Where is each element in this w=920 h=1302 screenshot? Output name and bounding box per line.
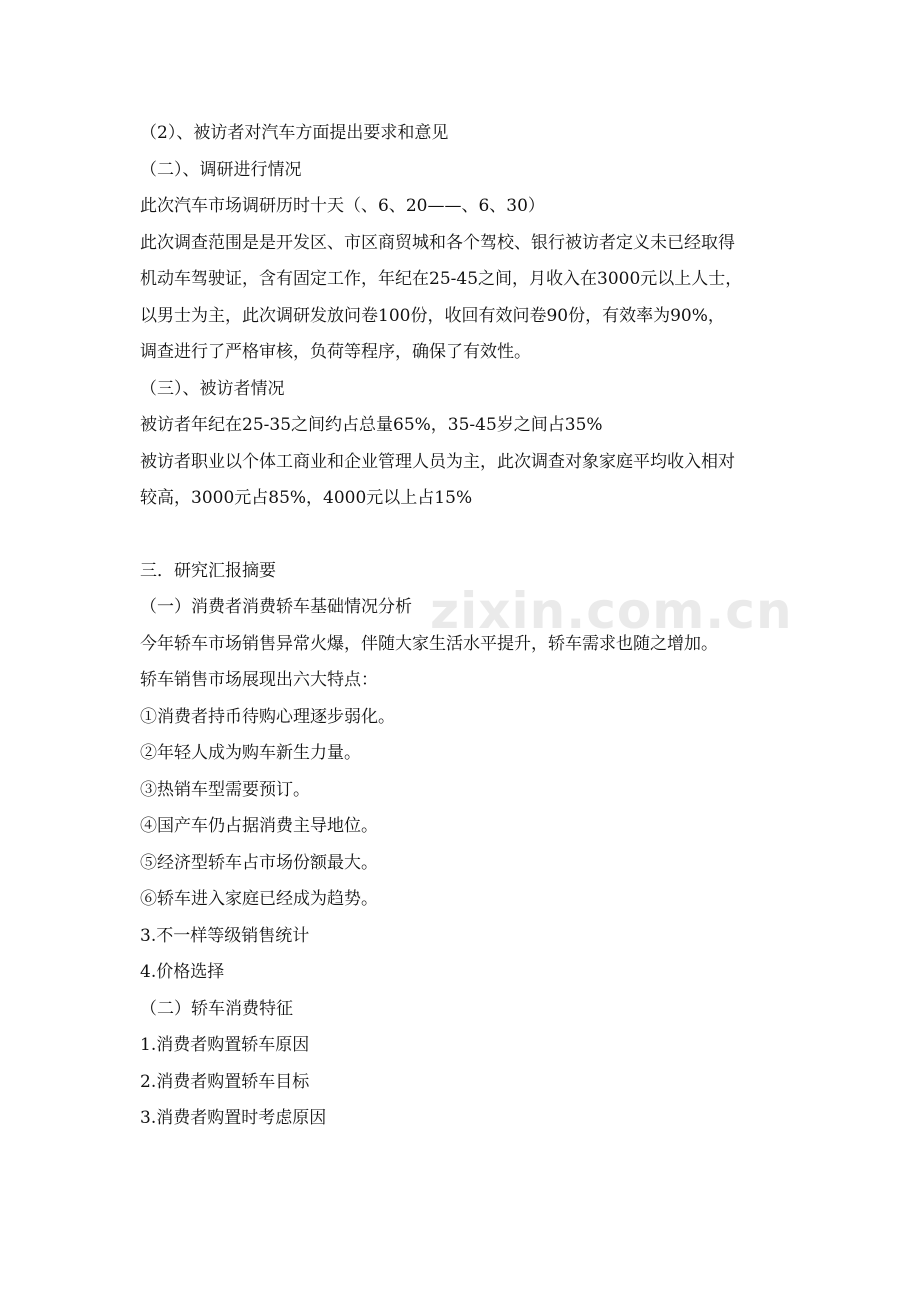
text-line: （二）、调研进行情况: [140, 159, 302, 180]
text-line: 3.消费者购置时考虑原因: [140, 1108, 327, 1128]
subsection-heading: （二）轿车消费特征: [140, 998, 293, 1019]
document-body: [140, 115, 790, 1137]
text-line: （2）、被访者对汽车方面提出要求和意见: [140, 123, 449, 143]
list-item: ⑤经济型轿车占市场份额最大。: [140, 852, 378, 873]
text-line: 4.价格选择: [140, 962, 225, 982]
list-item: ①消费者持币待购心理逐步弱化。: [140, 706, 395, 727]
text-line: 机动车驾驶证，含有固定工作，年纪在25-45之间，月收入在3000元以上人士，: [140, 269, 743, 289]
text-line: 此次调查范围是是开发区、市区商贸城和各个驾校、银行被访者定义未已经取得: [140, 232, 735, 253]
text-line: 较高，3000元占85%，4000元以上占15%: [140, 488, 473, 508]
text-line: 今年轿车市场销售异常火爆，伴随大家生活水平提升，轿车需求也随之增加。: [140, 633, 718, 654]
text-line: 被访者职业以个体工商业和企业管理人员为主，此次调查对象家庭平均收入相对: [140, 451, 735, 472]
text-line: （三）、被访者情况: [140, 378, 285, 399]
list-item: ②年轻人成为购车新生力量。: [140, 743, 361, 763]
subsection-heading: （一）消费者消费轿车基础情况分析: [140, 597, 412, 617]
text-line: 被访者年纪在25-35之间约占总量65%，35-45岁之间占35%: [140, 415, 603, 435]
text-line: 此次汽车市场调研历时十天（、6、20——、6、30）: [140, 196, 545, 216]
text-line: 1.消费者购置轿车原因: [140, 1035, 310, 1055]
watermark: zixin.com.cn: [430, 582, 793, 640]
text-line: 2.消费者购置轿车目标: [140, 1071, 310, 1092]
text-line: 调查进行了严格审核，负荷等程序，确保了有效性。: [140, 342, 531, 362]
text-line: 3.不一样等级销售统计: [140, 925, 310, 946]
list-item: ⑥轿车进入家庭已经成为趋势。: [140, 889, 378, 909]
text-line: 轿车销售市场展现出六大特点：: [140, 670, 378, 690]
list-item: ③热销车型需要预订。: [140, 779, 310, 800]
paragraph-gap: [140, 517, 790, 553]
section-heading: 三．研究汇报摘要: [140, 560, 276, 581]
text-line: 以男士为主，此次调研发放问卷100份，收回有效问卷90份，有效率为90%，: [140, 305, 725, 326]
list-item: ④国产车仍占据消费主导地位。: [140, 816, 378, 836]
